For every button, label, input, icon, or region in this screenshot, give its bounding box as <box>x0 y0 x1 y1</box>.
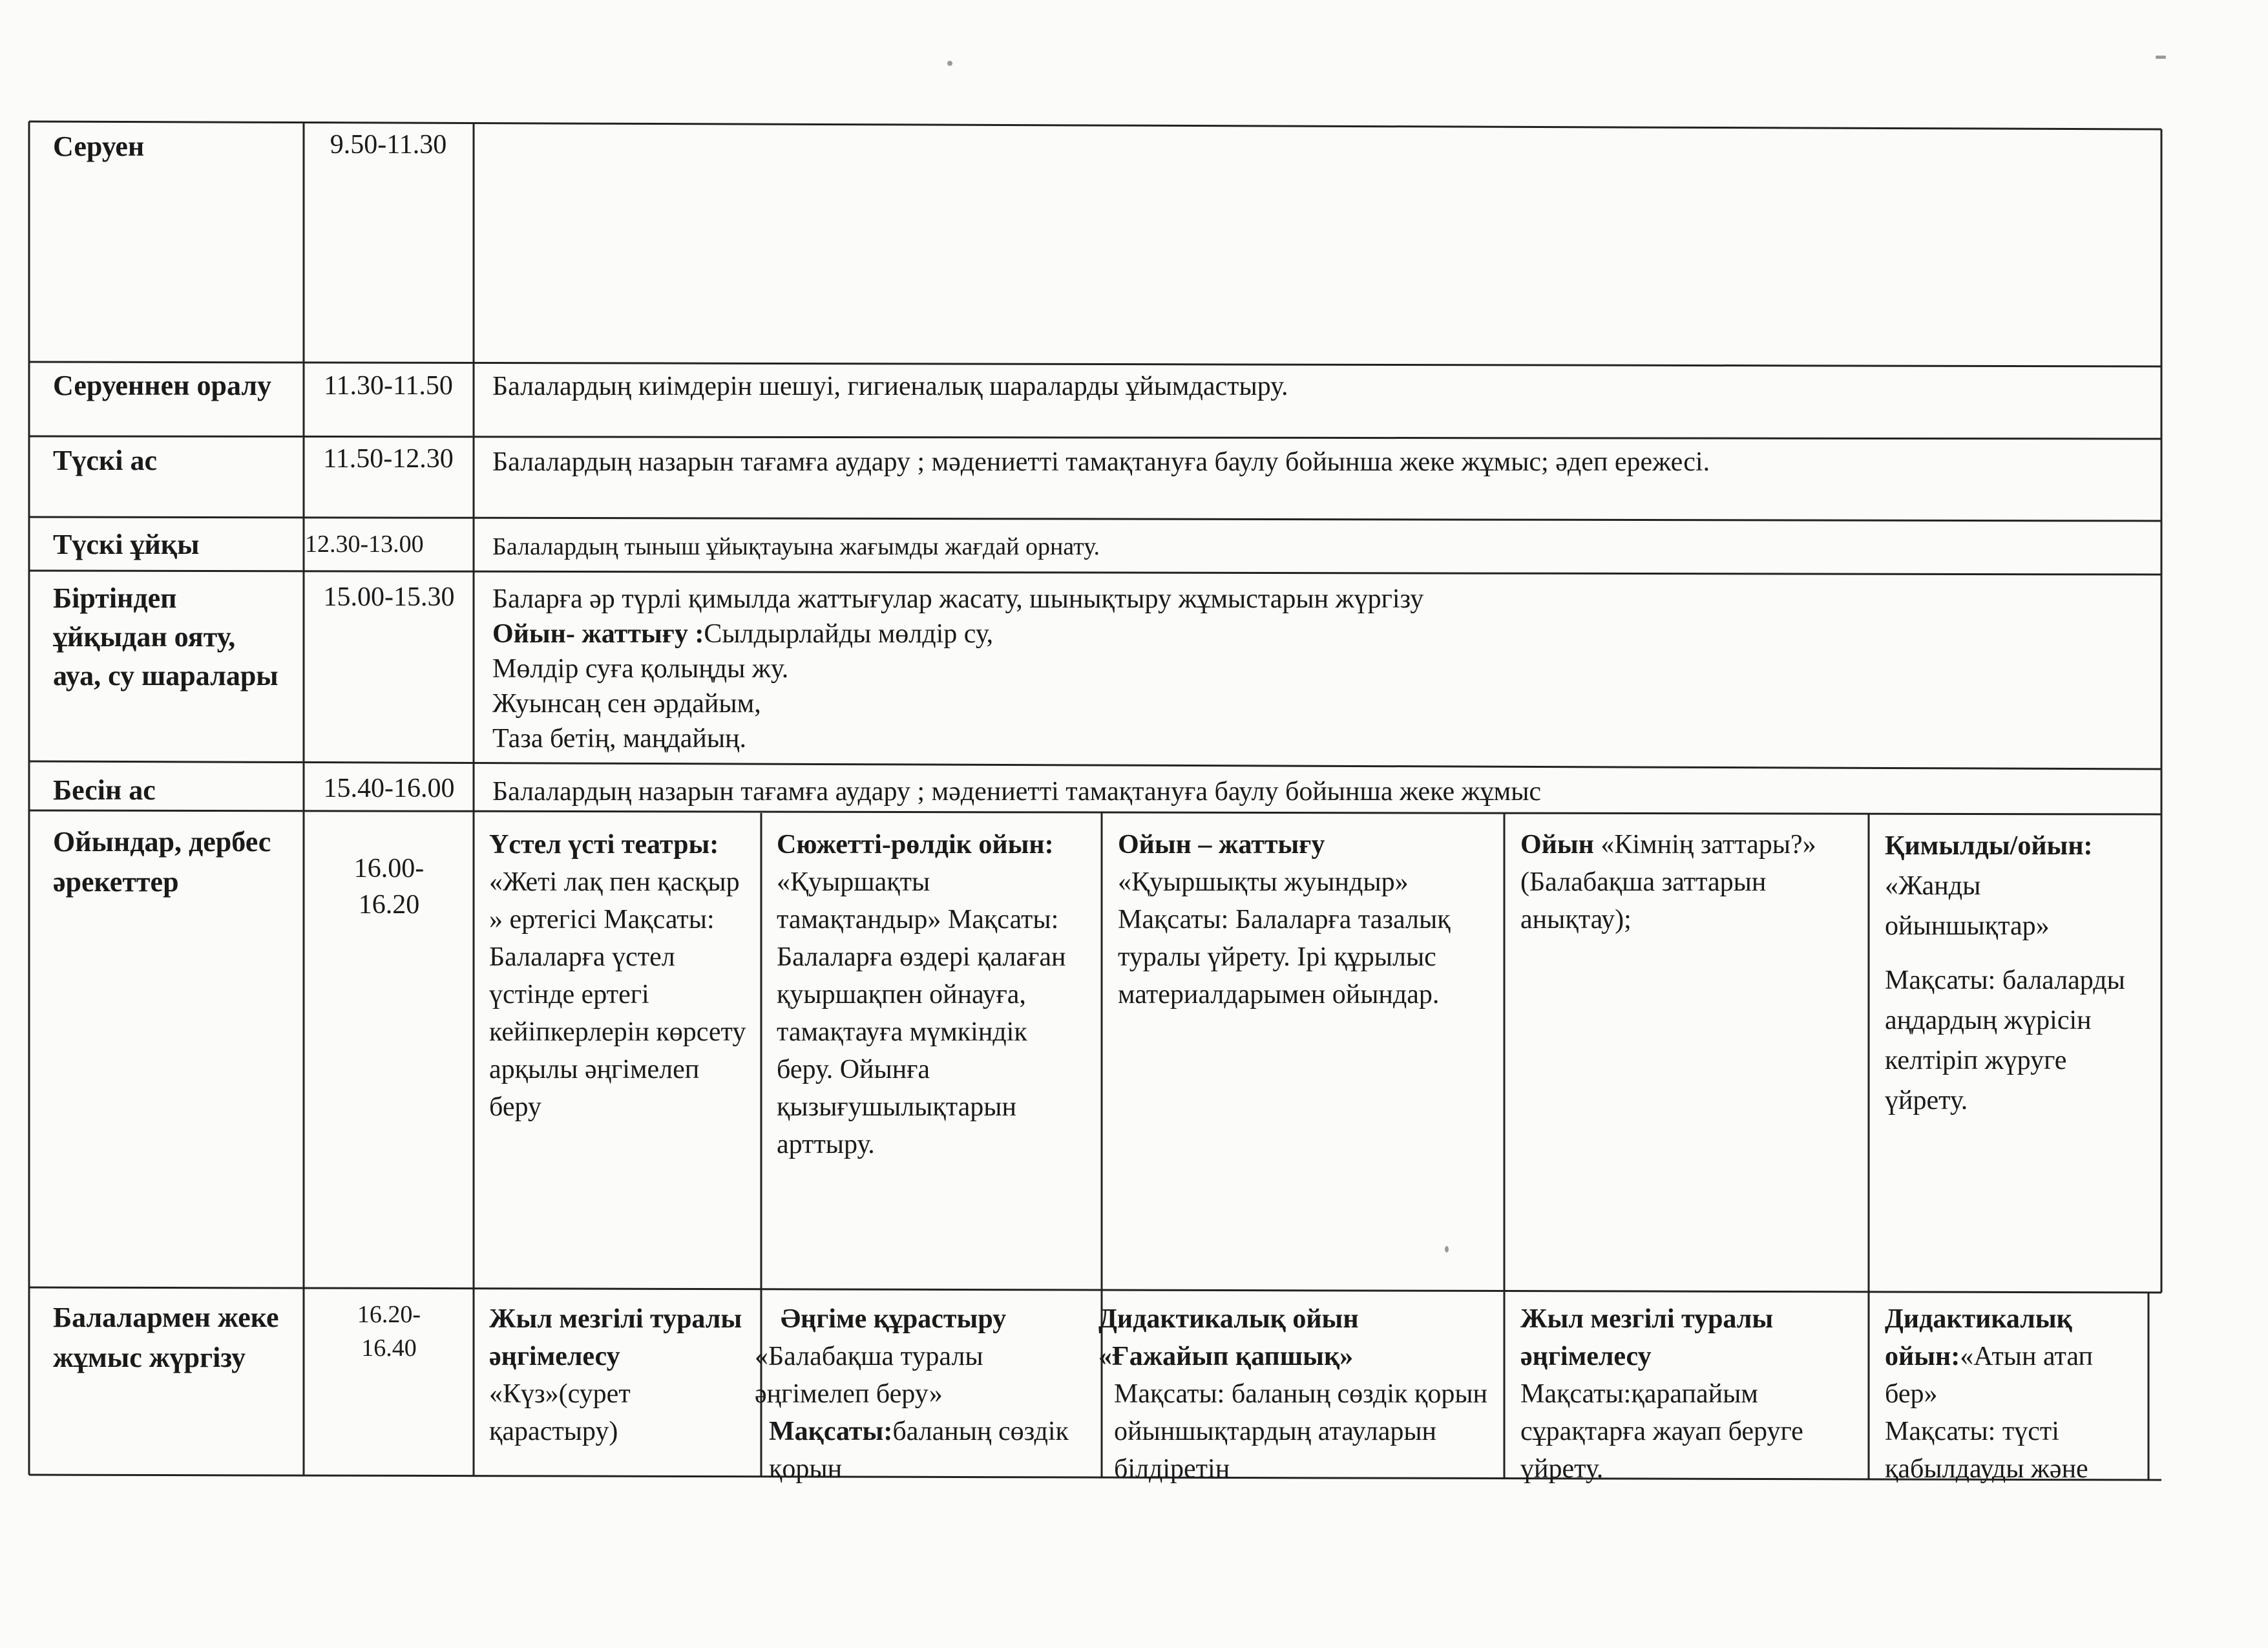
individual-cell-3-title: Дидактикалық ойын «Ғажайып қапшық» <box>1098 1304 1359 1371</box>
scan-speck <box>2156 56 2166 59</box>
games-cell-1-title: Үстел үсті театры: <box>489 830 719 860</box>
games-cell-active-game <box>1871 816 2161 1131</box>
row-label-walk: Серуен <box>53 131 145 162</box>
wake-up-game-text: Сылдырлайды мөлдір су, <box>704 619 994 649</box>
wake-up-game-line <box>492 617 2137 651</box>
individual-cell-4-body: Мақсаты:қарапайым сұрақтарға жауап беруге үйрету. <box>1520 1379 1803 1484</box>
individual-cell-seasons-talk <box>475 1290 761 1461</box>
row-label-lunch: Түскі ас <box>53 445 157 476</box>
row-time-games <box>305 840 473 933</box>
row-label-nap: Түскі ұйқы <box>53 529 200 560</box>
individual-cell-5-title-tail: «Атын атап бер» <box>1885 1342 2093 1409</box>
individual-cell-2-goal-text: баланың сөздік қорын <box>769 1417 1069 1484</box>
row-time-individual-work <box>305 1287 473 1375</box>
games-cell-5-body: «Жанды ойыншықтар» <box>1885 871 2050 941</box>
row-label-afternoon-snack: Бесін ас <box>53 774 156 806</box>
individual-cell-name-it <box>1871 1290 2148 1498</box>
individual-cell-2-goal <box>755 1413 1087 1488</box>
row-text-wake-up <box>478 571 2152 766</box>
row-time-wake-up: 15.00-15.30 <box>323 582 455 612</box>
wake-up-line-3: Мөлдір суға қолыңды жу. <box>492 654 789 684</box>
games-cell-tabletop-theatre <box>475 816 761 1136</box>
individual-cell-5-body: Мақсаты: түсті қабылдауды және <box>1885 1417 2088 1484</box>
individual-cell-seasons-chat <box>1506 1290 1869 1498</box>
row-text-afternoon-snack: Балалардың назарын тағамға аудару ; мәдениетті тамақтануға баулу бойынша жеке жұмыс <box>492 777 1542 807</box>
games-time-start: 16.00- <box>353 854 425 883</box>
row-time-lunch: 11.50-12.30 <box>323 444 454 474</box>
games-time-end: 16.20 <box>358 890 420 920</box>
games-cell-1-body: «Жеті лақ пен қасқыр » ертегісі Мақсаты: Балаларға үстел үстінде ертегі кейіпкерлерін көрсету арқылы әңгімелеп беру <box>489 867 746 1122</box>
individual-time-start: 16.20- <box>357 1301 421 1328</box>
individual-cell-5-title: Дидактикалық ойын: <box>1885 1304 2072 1371</box>
games-cell-2-title: Сюжетті-рөлдік ойын: <box>777 830 1054 860</box>
wake-up-line-1: Баларға әр түрлі қимылда жаттығулар жасату, шынықтыру жұмыстарын жүргізу <box>492 584 1424 614</box>
individual-cell-2-body: «Балабақша туралы әңгімелеп беру» <box>755 1342 983 1409</box>
games-cell-3-body: «Қуыршықты жуындыр» Мақсаты: Балаларға тазалық туралы үйрету. Ірі құрылыс материалдарымен ойындар. <box>1118 867 1451 1009</box>
individual-cell-3-body: Мақсаты: баланың сөздік қорын ойыншықтардың атауларын білдіретін <box>1114 1379 1488 1484</box>
individual-cell-2-goal-label: Мақсаты: <box>769 1417 893 1446</box>
games-cell-4-title: Ойын <box>1520 830 1594 860</box>
row-label-individual-work: Балалармен жеке жұмыс жүргізу <box>53 1302 279 1373</box>
row-time-afternoon-snack: 15.40-16.00 <box>323 774 455 803</box>
games-cell-exercise <box>1104 816 1504 1024</box>
individual-cell-1-title: Жыл мезгілі туралы әңгімелесу <box>489 1304 742 1371</box>
row-label-return-from-walk: Серуеннен оралу <box>53 370 272 401</box>
games-cell-whose-things <box>1506 816 1869 949</box>
wake-up-game-label: Ойын- жаттығу : <box>492 619 704 649</box>
row-time-return-from-walk: 11.30-11.50 <box>324 371 453 401</box>
games-cell-role-play <box>762 816 1102 1174</box>
individual-cell-1-body: «Күз»(сурет қарастыру) <box>489 1379 631 1446</box>
row-time-walk: 9.50-11.30 <box>330 130 447 160</box>
scan-speck <box>1445 1246 1449 1252</box>
games-cell-5-goal: Мақсаты: балаларды аңдардың жүрісін келтіріп жүруге үйрету. <box>1885 966 2125 1115</box>
row-label-wake-up: Біртіндеп ұйқыдан ояту, ауа, су шаралары <box>53 582 278 692</box>
games-cell-4-body: «Кімнің заттары?» (Балабақша заттарын анықтау); <box>1520 830 1816 935</box>
individual-cell-4-title: Жыл мезгілі туралы әңгімелесу <box>1520 1304 1774 1371</box>
row-text-return-from-walk: Балалардың киімдерін шешуі, гигиеналық шараларды ұйымдастыру. <box>492 372 1288 401</box>
row-time-nap: 12.30-13.00 <box>305 531 424 558</box>
row-text-lunch: Балалардың назарын тағамға аудару ; мәдениетті тамақтануға баулу бойынша жеке жұмыс; әдеп ережесі. <box>492 447 1710 477</box>
individual-cell-story-compose <box>755 1290 1102 1498</box>
individual-cell-2-title: Әңгіме құрастыру <box>781 1304 1007 1334</box>
scan-speck <box>947 61 952 66</box>
individual-time-end: 16.40 <box>361 1335 417 1362</box>
row-label-games: Ойындар, дербес әрекеттер <box>53 826 271 898</box>
wake-up-line-5: Таза бетің, маңдайың. <box>492 724 747 754</box>
individual-cell-didactic-bag <box>1098 1290 1504 1498</box>
games-cell-2-body: «Қуыршақты тамақтандыр» Мақсаты: Балаларға өздері қалаған қуыршақпен ойнауға, тамақтауға мүмкіндік беру. Ойынға қызығушылықтарын арттыру. <box>777 867 1066 1159</box>
games-cell-5-title: Қимылды/ойын: <box>1885 831 2093 861</box>
games-cell-3-title: Ойын – жаттығу <box>1118 830 1325 860</box>
wake-up-line-4: Жуынсаң сен әрдайым, <box>492 689 761 719</box>
row-text-nap: Балалардың тыныш ұйықтауына жағымды жағдай орнату. <box>492 533 1100 560</box>
